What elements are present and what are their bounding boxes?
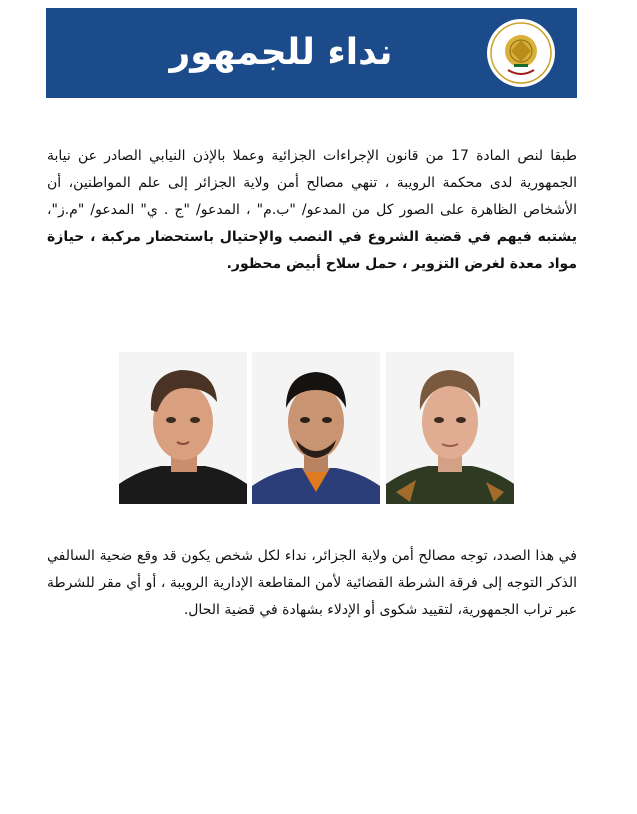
header-banner bbox=[46, 8, 577, 98]
suspect-photo-2 bbox=[252, 352, 380, 504]
notice-paragraph-1-bold: يشتبه فيهم في قضية الشروع في النصب والإحتيال باستحضار مركبة ، حيازة مواد معدة لغرض التزوير ، حمل سلاح أبيض محظور. bbox=[47, 229, 577, 272]
notice-paragraph-1 bbox=[47, 143, 577, 278]
notice-paragraph-1-regular: طبقا لنص المادة 17 من قانون الإجراءات الجزائية وعملا بالإذن النيابي الصادر عن نيابة الجمهورية لدى محكمة الرويبة ، تنهي مصالح أمن ولاية الجزائر إلى علم المواطنين، أن الأشخاص الظاهرة على الصور كل من المدعو/ "ب.م" ، المدعو/ "ج . ي" المدعو/ "م.ز"، bbox=[47, 148, 577, 218]
police-seal-logo bbox=[486, 18, 556, 88]
banner-title: نداء للجمهور bbox=[169, 32, 393, 73]
notice-paragraph-2: في هذا الصدد، توجه مصالح أمن ولاية الجزائر، نداء لكل شخص يكون قد وقع ضحية السالفي الذكر التوجه إلى فرقة الشرطة القضائية لأمن المقاطعة الإدارية الرويبة ، أو أي مقر للشرطة عبر تراب الجمهورية، لتقييد شكوى أو الإدلاء بشهادة في قضية الحال. bbox=[47, 548, 577, 618]
suspect-photo-3 bbox=[386, 352, 514, 504]
suspect-photo-1 bbox=[119, 352, 247, 504]
